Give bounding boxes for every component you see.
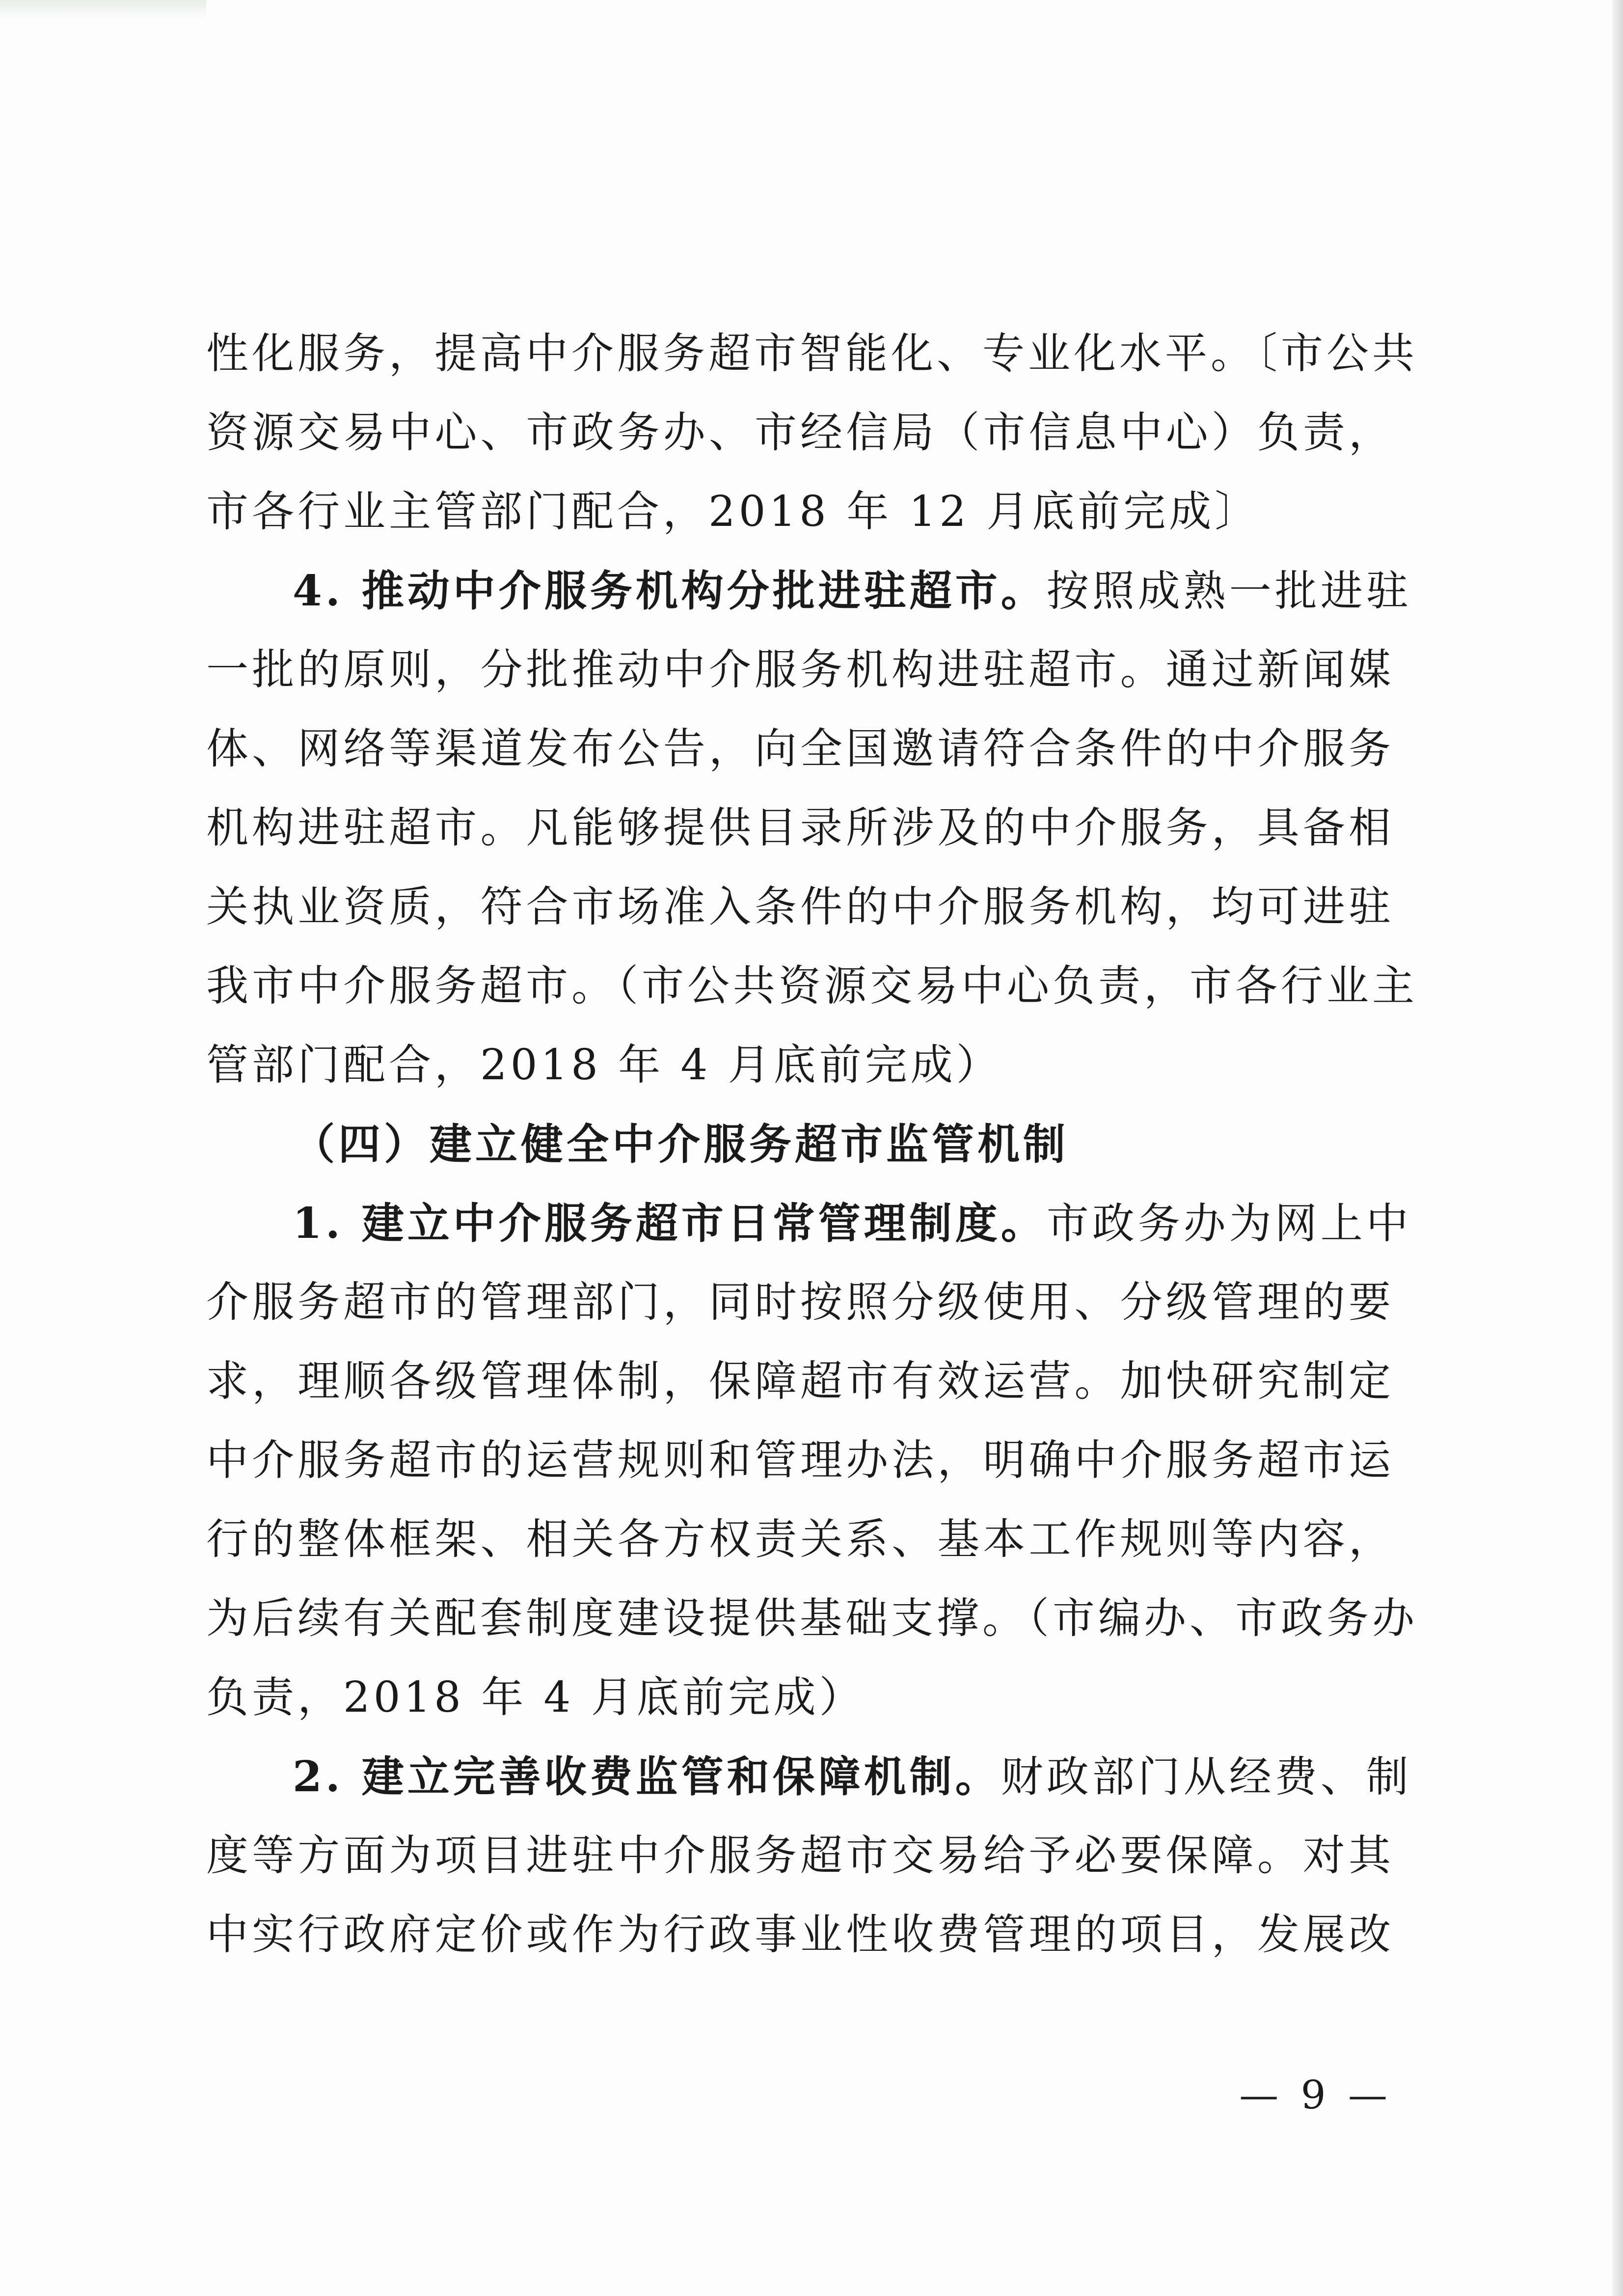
paragraph-first-line <box>206 1737 1412 1816</box>
text-line: 性化服务，提高中介服务超市智能化、专业化水平。〔市公共 <box>206 329 1418 378</box>
text-line: 负责，2018 年 4 月底前完成） <box>206 1673 865 1722</box>
section-heading: （四）建立健全中介服务超市监管机制 <box>293 1120 1069 1169</box>
text-line: 中介服务超市的运营规则和管理办法，明确中介服务超市运 <box>206 1436 1394 1485</box>
scan-mark <box>0 0 206 20</box>
text-line: 体、网络等渠道发布公告，向全国邀请符合条件的中介服务 <box>206 724 1394 773</box>
text-line: 介服务超市的管理部门，同时按照分级使用、分级管理的要 <box>206 1278 1394 1327</box>
page-number: — 9 — <box>1239 2072 1392 2118</box>
item-heading: 1. 建立中介服务超市日常管理制度。 <box>293 1199 1047 1248</box>
page-edge <box>1612 0 1623 2296</box>
text-line: 我市中介服务超市。（市公共资源交易中心负责，市各行业主 <box>206 961 1418 1011</box>
paragraph-first-line <box>206 551 1412 630</box>
text-line: 行的整体框架、相关各方权责关系、基本工作规则等内容， <box>206 1515 1394 1564</box>
text-line: 资源交易中心、市政务办、市经信局（市信息中心）负责， <box>206 408 1394 457</box>
item-text: 财政部门从经费、制 <box>1001 1752 1412 1802</box>
text-line: 管部门配合，2018 年 4 月底前完成） <box>206 1040 1002 1090</box>
item-heading: 2. 建立完善收费监管和保障机制。 <box>293 1752 1001 1802</box>
text-line: 度等方面为项目进驻中介服务超市交易给予必要保障。对其 <box>206 1831 1394 1880</box>
item-text: 市政务办为网上中 <box>1046 1199 1412 1248</box>
text-line: 关执业资质，符合市场准入条件的中介服务机构，均可进驻 <box>206 882 1394 931</box>
item-heading: 4. 推动中介服务机构分批进驻超市。 <box>293 566 1047 616</box>
text-line: 一批的原则，分批推动中介服务机构进驻超市。通过新闻媒 <box>206 645 1394 694</box>
document-body <box>206 314 1418 1974</box>
text-line: 求，理顺各级管理体制，保障超市有效运营。加快研究制定 <box>206 1357 1394 1406</box>
item-text: 按照成熟一批进驻 <box>1046 567 1412 616</box>
text-line: 为后续有关配套制度建设提供基础支撑。（市编办、市政务办 <box>206 1594 1418 1643</box>
text-line: 中实行政府定价或作为行政事业性收费管理的项目，发展改 <box>206 1910 1394 1959</box>
paragraph-first-line <box>206 1184 1412 1263</box>
text-line: 机构进驻超市。凡能够提供目录所涉及的中介服务，具备相 <box>206 803 1394 852</box>
text-line: 市各行业主管部门配合，2018 年 12 月底前完成〕 <box>206 487 1261 536</box>
